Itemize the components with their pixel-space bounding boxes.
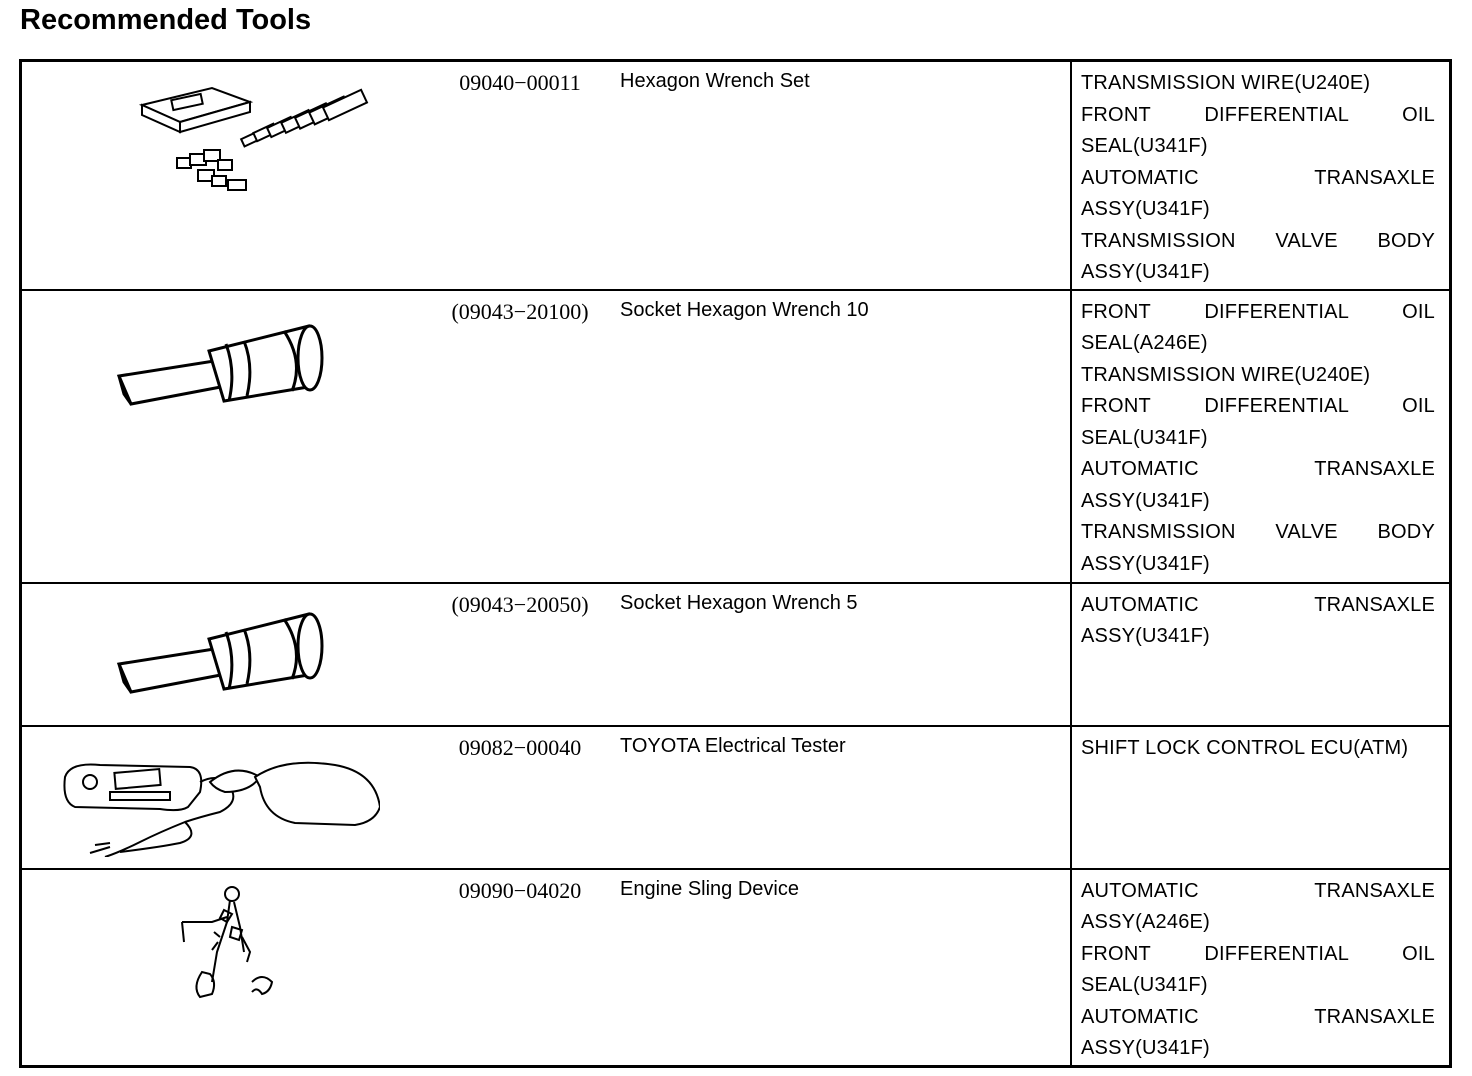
usage-item: FRONT DIFFERENTIAL OIL SEAL(U341F) xyxy=(1081,395,1435,449)
tool-name: TOYOTA Electrical Tester xyxy=(620,734,846,757)
electrical-tester-illustration xyxy=(60,747,380,857)
tool-illustration-cell xyxy=(21,583,423,726)
tool-row xyxy=(21,869,1451,1067)
tool-illustration-cell xyxy=(21,290,423,583)
usage-list xyxy=(1071,726,1451,869)
part-number: 09090−04020 xyxy=(458,877,582,903)
usage-item: AUTOMATIC TRANSAXLE ASSY(U341F) xyxy=(1081,166,1435,220)
socket-hexagon-wrench-illustration xyxy=(114,316,334,416)
tool-name: Engine Sling Device xyxy=(620,877,799,900)
usage-item: AUTOMATIC TRANSAXLE ASSY(U341F) xyxy=(1081,593,1435,647)
tool-name: Hexagon Wrench Set xyxy=(620,70,810,92)
tool-illustration-cell xyxy=(21,726,423,869)
tool-name: Socket Hexagon Wrench 5 xyxy=(620,591,858,614)
socket-hexagon-wrench-illustration xyxy=(114,604,334,704)
tool-name: Socket Hexagon Wrench 10 xyxy=(620,298,869,321)
usage-item: TRANSMISSION WIRE(U240E) xyxy=(1081,363,1371,386)
usage-item: TRANSMISSION VALVE BODY ASSY(U341F) xyxy=(1081,229,1435,283)
usage-item: TRANSMISSION VALVE BODY ASSY(U341F) xyxy=(1081,521,1435,575)
page-title: Recommended Tools xyxy=(20,4,312,36)
usage-list xyxy=(1071,61,1451,290)
tool-row xyxy=(21,583,1451,726)
usage-item: AUTOMATIC TRANSAXLE ASSY(A246E) xyxy=(1081,879,1435,933)
part-number: 09040−00011 xyxy=(459,70,581,95)
recommended-tools-table xyxy=(19,59,1452,1068)
tool-illustration-cell xyxy=(21,61,423,290)
usage-list xyxy=(1071,290,1451,583)
usage-item: TRANSMISSION WIRE(U240E) xyxy=(1081,72,1371,94)
engine-sling-device-illustration xyxy=(172,882,282,1007)
usage-list xyxy=(1071,869,1451,1067)
usage-item: AUTOMATIC TRANSAXLE ASSY(U341F) xyxy=(1081,458,1435,512)
tool-row xyxy=(21,61,1451,290)
part-number: 09082−00040 xyxy=(458,734,582,760)
tool-row xyxy=(21,290,1451,583)
hexagon-wrench-set-illustration xyxy=(132,80,392,200)
usage-item: FRONT DIFFERENTIAL OIL SEAL(A246E) xyxy=(1081,300,1435,354)
tool-row xyxy=(21,726,1451,869)
usage-item: FRONT DIFFERENTIAL OIL SEAL(U341F) xyxy=(1081,942,1435,996)
part-number: (09043−20100) xyxy=(451,298,589,324)
part-number: (09043−20050) xyxy=(451,591,589,617)
usage-item: AUTOMATIC TRANSAXLE ASSY(U341F) xyxy=(1081,1005,1435,1059)
tool-illustration-cell xyxy=(21,869,423,1067)
usage-item: FRONT DIFFERENTIAL OIL SEAL(U341F) xyxy=(1081,103,1435,157)
usage-item: SHIFT LOCK CONTROL ECU(ATM) xyxy=(1081,736,1409,759)
usage-list xyxy=(1071,583,1451,726)
